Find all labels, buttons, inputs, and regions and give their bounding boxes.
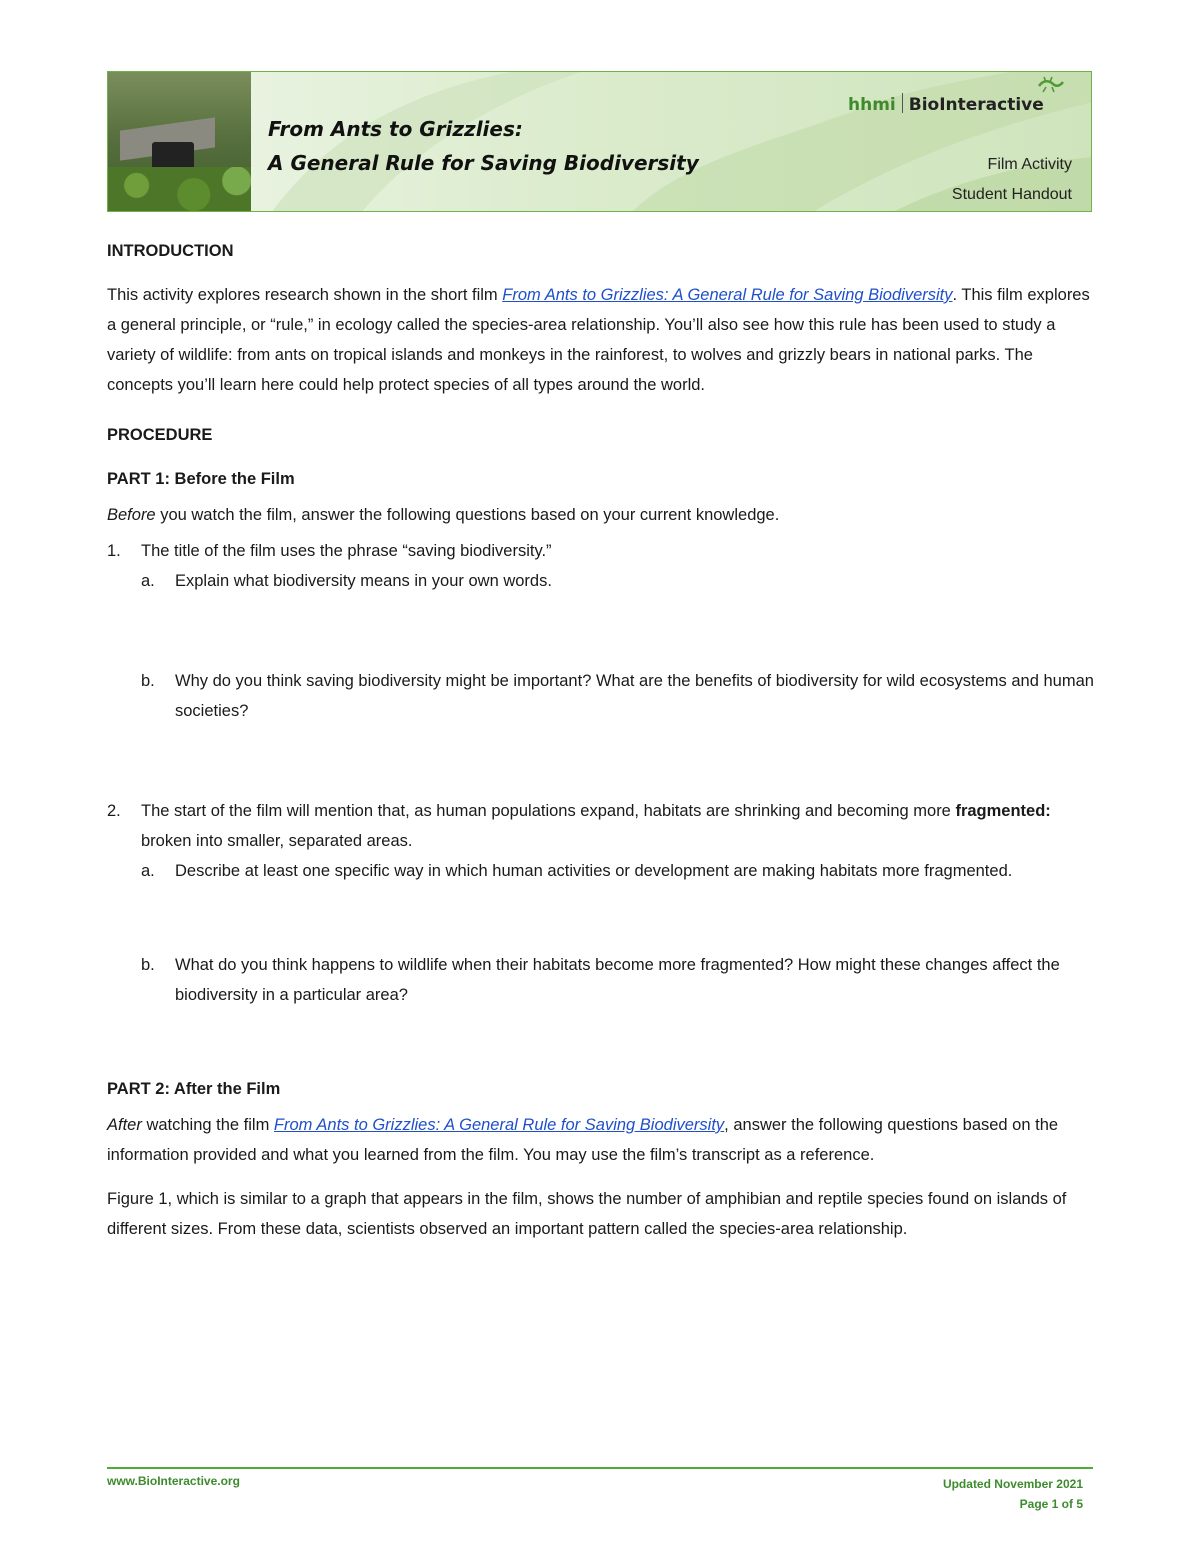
- introduction-heading: INTRODUCTION: [107, 242, 234, 260]
- part2-instruction: [107, 1110, 1097, 1170]
- intro-text-end: . This film explores a general principle, or “rule,” in ecology called the species-area relationship. You’ll also see how this rule has been used to study a variety of wildlife: from ants on tropical islands and monkeys in the rainforest, to wolves and grizzly bears in national parks. The concepts you’ll learn here could help protect species of all types around the world.: [107, 286, 1090, 394]
- part2-heading: PART 2: After the Film: [107, 1080, 281, 1098]
- answer-space: [107, 886, 1097, 950]
- answer-space: [107, 726, 1097, 796]
- logo-divider: [902, 93, 903, 113]
- answer-space: [107, 596, 1097, 666]
- document-body: [107, 236, 1097, 1244]
- answer-space: [107, 1010, 1097, 1074]
- footer-website[interactable]: www.BioInteractive.org: [107, 1474, 240, 1488]
- question-text-start: The start of the film will mention that, as human populations expand, habitats are shrinking and becoming more: [141, 802, 956, 820]
- foliage-shape: [108, 167, 251, 212]
- question-text-end: broken into smaller, separated areas.: [141, 832, 413, 850]
- sub-question-text: What do you think happens to wildlife when their habitats become more fragmented? How might these changes affect the biodiversity in a particular area?: [175, 956, 1060, 1004]
- part1-heading: PART 1: Before the Film: [107, 470, 295, 488]
- introduction-paragraph: [107, 280, 1097, 400]
- question-1: [107, 536, 1097, 566]
- question-keyword: fragmented:: [955, 802, 1051, 820]
- question-2: [107, 796, 1097, 856]
- part1-instruction: [107, 500, 1097, 530]
- doc-type-film-activity: Film Activity: [987, 156, 1072, 173]
- question-1b: [107, 666, 1097, 726]
- part1-instruction-text: you watch the film, answer the following questions based on your current knowledge.: [155, 506, 780, 524]
- footer-page-number: Page 1 of 5: [1019, 1497, 1083, 1511]
- question-2a: [107, 856, 1097, 886]
- question-number: 1.: [107, 542, 121, 560]
- footer-updated: Updated November 2021: [942, 1477, 1083, 1491]
- part2-instruction-emphasis: After: [107, 1116, 142, 1134]
- lizard-logo-icon: [1037, 76, 1065, 94]
- sub-question-letter: a.: [141, 572, 155, 590]
- figure-intro-paragraph: Figure 1, which is similar to a graph that appears in the film, shows the number of amphibian and reptile species found on islands of different sizes. From these data, scientists observed an important pattern called the species-area relationship.: [107, 1190, 1067, 1238]
- film-link-part2[interactable]: From Ants to Grizzlies: A General Rule for Saving Biodiversity: [273, 1116, 725, 1134]
- title-line-1: From Ants to Grizzlies:: [268, 117, 523, 141]
- question-text: The title of the film uses the phrase “saving biodiversity.”: [141, 542, 552, 560]
- footer-info: [943, 1474, 1083, 1514]
- sub-question-text: Describe at least one specific way in which human activities or development are making habitats more fragmented.: [175, 862, 1013, 880]
- title-line-2: A General Rule for Saving Biodiversity: [268, 151, 699, 175]
- wildlife-culvert-photo: [108, 72, 251, 212]
- footer-divider: [107, 1467, 1093, 1469]
- sub-question-text: Why do you think saving biodiversity might be important? What are the benefits of biodiversity for wild ecosystems and human societies?: [175, 672, 1094, 720]
- doc-type-student-handout: Student Handout: [951, 186, 1072, 203]
- handout-type: [952, 150, 1072, 210]
- question-1a: [107, 566, 1097, 596]
- procedure-heading: PROCEDURE: [107, 426, 213, 444]
- logo-hhmi-text: hhmi: [848, 95, 896, 115]
- question-number: 2.: [107, 802, 121, 820]
- sub-question-letter: b.: [141, 672, 155, 690]
- sub-question-letter: b.: [141, 956, 155, 974]
- intro-text-start: This activity explores research shown in the short film: [107, 286, 503, 304]
- sub-question-letter: a.: [141, 862, 155, 880]
- document-title: [268, 112, 699, 180]
- question-2b: [107, 950, 1097, 1010]
- part2-instruction-text: , answer the following questions based on the information provided and what you learned from the film. You may use the film’s transcript as a reference.: [107, 1116, 1059, 1164]
- film-link-intro[interactable]: From Ants to Grizzlies: A General Rule for Saving Biodiversity: [502, 286, 953, 304]
- hhmi-biointeractive-logo: [848, 93, 1044, 119]
- logo-biointeractive-text: BioInteractive: [908, 95, 1044, 115]
- part1-instruction-emphasis: Before: [107, 506, 156, 524]
- sub-question-text: Explain what biodiversity means in your own words.: [175, 572, 552, 590]
- part2-instruction-mid: watching the film: [141, 1116, 274, 1134]
